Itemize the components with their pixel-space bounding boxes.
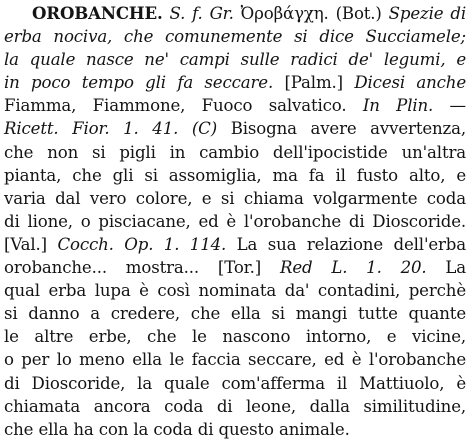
definition-start: Spezie di [388,4,466,23]
variant-names: Fiamma, Fiammone, Fuoco salvatico. [4,96,347,116]
entry-line-11 [4,233,466,256]
domain-tag: (Bot.) [335,4,382,23]
entry-line-15: le altre erbe, che le nascono intorno, e vicine, [4,327,466,347]
citation-red: Red L. 1. 20. [279,258,427,278]
entry-line-14: si danno a credere, che ella si mangi tutte quante [4,304,466,324]
citation-cocch: Cocch. Op. 1. 114. [57,234,227,254]
grammar-label: S. f. Gr. [169,4,234,23]
entry-line-3: la quale nasce ne' campi sulle radici de' legumi, e [4,50,466,70]
entry-line-17: di Dioscoride, la quale com'afferma il Mattiuolo, è [4,373,466,393]
citation-plin: In Plin. — [362,96,466,116]
entry-line-9: varia dal vero colore, e si chiama volgarmente coda [4,188,466,208]
entry-line-13: qual erba lupa è così nominata da' contadini, perchè [4,281,466,301]
entry-line-8: pianta, che gli si assomiglia, ma fa il fusto alto, e [4,165,466,185]
entry-line-19: che ella ha con la coda di questo animale. [4,419,350,439]
quote-text: La [445,258,467,278]
entry-line-1 [4,2,466,25]
definition-end: in poco tempo gli fa seccare. [4,73,274,93]
variant-intro: Dicesi anche [354,73,467,93]
source-tag-tor: [Tor.] [217,258,262,278]
entry-line-6 [4,117,466,140]
entry-line-10: di lione, o pisciacane, ed è l'orobanche di Dioscoride. [4,211,466,231]
greek-etymon: Ὀροβάγχη. [240,4,329,23]
entry-line-2: erba nociva, che comunemente si dice Succiamele; [4,27,466,47]
citation-ricett: Ricett. Fior. 1. 41. (C) [4,119,218,139]
entry-line-12 [4,256,466,279]
source-tag-palm: [Palm.] [284,73,343,93]
entry-line-16: o per lo meno ella le faccia seccare, ed è l'orobanche [4,350,466,370]
entry-headword: OROBANCHE. [32,3,163,23]
source-tag-val: [Val.] [4,234,47,254]
quote-text: orobanche... mostra... [4,258,200,278]
entry-line-7: che non si pigli in cambio dell'ipocistide un'altra [4,142,466,162]
dictionary-entry-orobanche [4,2,466,441]
quote-text: La sua relazione dell'erba [236,234,467,254]
entry-line-4 [4,71,466,94]
entry-line-5 [4,94,466,117]
entry-line-18: chiamata ancora coda di leone, dalla similitudine, [4,396,466,416]
quote-text: Bisogna avere avvertenza, [230,119,466,139]
